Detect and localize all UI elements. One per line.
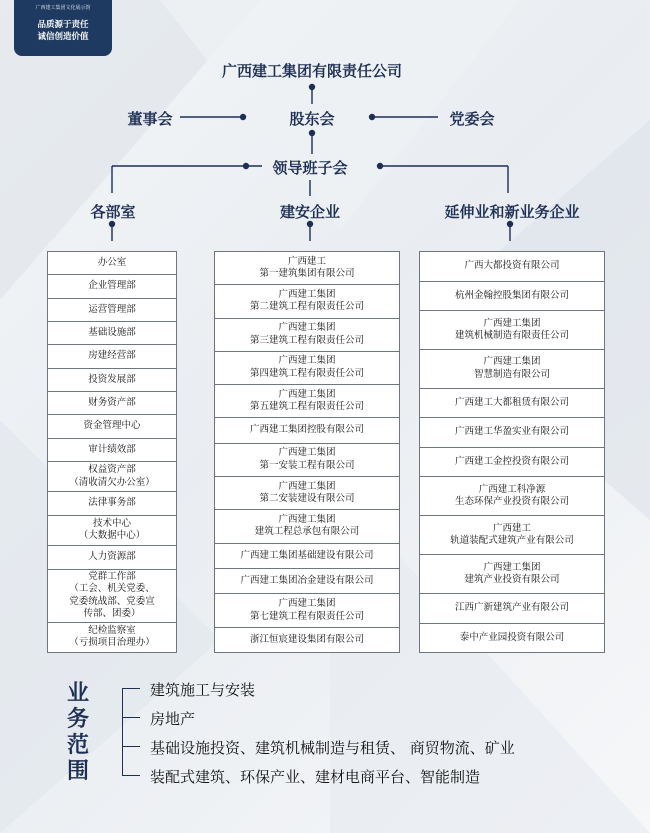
extended-company-cell: 江西广新建筑产业有限公司 (420, 593, 604, 623)
construction-company-cell: 广西建工集团 第一安装工程有限公司 (215, 443, 399, 476)
extended-company-cell: 泰中产业园投资有限公司 (420, 623, 604, 653)
construction-company-cell: 广西建工集团 第二安装建设有限公司 (215, 476, 399, 509)
scope-item: 建筑施工与安装 (150, 681, 256, 699)
extended-business-header: 延伸业和新业务企业 (444, 203, 580, 221)
department-cell: 资金管理中心 (48, 414, 176, 437)
badge-slogan-1: 品质源于责任 (37, 20, 89, 30)
department-cell: 财务资产部 (48, 391, 176, 414)
construction-company-cell: 广西建工集团冶金建设有限公司 (215, 568, 399, 593)
department-cell: 房建经营部 (48, 344, 176, 367)
construction-company-cell: 广西建工集团控股有限公司 (215, 417, 399, 442)
construction-company-cell: 广西建工集团 第五建筑工程有限责任公司 (215, 384, 399, 417)
extended-company-cell: 广西建工集团 建筑产业投资有限公司 (420, 554, 604, 593)
department-cell: 权益资产部 （清收清欠办公室） (48, 461, 176, 491)
scope-tick (122, 688, 140, 689)
scope-title-char: 务 (66, 707, 89, 732)
department-cell: 纪检监察室 （亏损项目治理办） (48, 622, 176, 652)
board-of-directors: 董事会 (127, 110, 173, 128)
scope-title-char: 业 (66, 681, 89, 706)
department-cell: 基础设施部 (48, 321, 176, 344)
departments-list (47, 251, 177, 653)
extended-company-cell: 广西建工 轨道装配式建筑产业有限公司 (420, 515, 604, 554)
shareholders-meeting: 股东会 (289, 110, 335, 128)
department-cell: 法律事务部 (48, 491, 176, 514)
department-cell: 办公室 (97, 256, 127, 268)
scope-item: 装配式建筑、环保产业、建材电商平台、智能制造 (150, 768, 481, 786)
department-cell: 投资发展部 (48, 368, 176, 391)
scope-tick (122, 717, 140, 718)
department-cell: 企业管理部 (48, 274, 176, 297)
scope-title-char: 围 (66, 759, 89, 784)
department-cell: 审计绩效部 (48, 438, 176, 461)
badge-slogan-2: 诚信创造价值 (37, 32, 89, 42)
department-cell: 运营管理部 (48, 298, 176, 321)
construction-header: 建安企业 (279, 203, 340, 221)
extended-company-cell: 杭州金翰控股集团有限公司 (420, 281, 604, 311)
business-scope-title (58, 681, 98, 785)
extended-company-cell: 广西建工大都租赁有限公司 (420, 388, 604, 418)
scope-item: 基础设施投资、建筑机械制造与租赁、 商贸物流、矿业 (150, 739, 515, 757)
scope-bracket (122, 688, 123, 776)
construction-company-cell: 广西建工集团 第七建筑工程有限责任公司 (215, 593, 399, 626)
scope-tick (122, 775, 140, 776)
extended-company-cell: 广西建工集团 建筑机械制造有限责任公司 (420, 310, 604, 349)
scope-item: 房地产 (150, 710, 196, 728)
construction-company-cell: 浙江恒宸建设集团有限公司 (215, 627, 399, 652)
extended-companies-list (419, 251, 605, 653)
construction-companies-list (214, 251, 400, 653)
construction-company-cell: 广西建工集团 第三建筑工程有限责任公司 (215, 318, 399, 351)
extended-company-cell: 广西大都投资有限公司 (464, 260, 560, 272)
department-cell: 技术中心 （大数据中心） (48, 515, 176, 545)
company-title: 广西建工集团有限责任公司 (221, 62, 402, 80)
extended-company-cell: 广西建工科净源 生态环保产业投资有限公司 (420, 476, 604, 515)
extended-company-cell: 广西建工集团 智慧制造有限公司 (420, 349, 604, 388)
construction-company-cell: 广西建工集团 建筑工程总承包有限公司 (215, 509, 399, 542)
departments-header: 各部室 (90, 203, 136, 221)
department-cell: 党群工作部 （工会、机关党委、 党委统战部、党委宣 传部、团委） (48, 569, 176, 622)
construction-company-cell: 广西建工集团 第四建筑工程有限责任公司 (215, 351, 399, 384)
construction-company-cell: 广西建工集团 第二建筑工程有限责任公司 (215, 284, 399, 317)
leadership-meeting: 领导班子会 (272, 159, 348, 177)
scope-tick (122, 746, 140, 747)
scope-title-char: 范 (66, 733, 89, 758)
badge-title: 广西建工集团文化展示馆 (35, 5, 91, 11)
construction-company-cell: 广西建工 第一建筑集团有限公司 (259, 255, 355, 280)
extended-company-cell: 广西建工华盈实业有限公司 (420, 417, 604, 447)
construction-company-cell: 广西建工集团基础建设有限公司 (215, 543, 399, 568)
party-committee: 党委会 (449, 110, 495, 128)
department-cell: 人力资源部 (48, 545, 176, 568)
extended-company-cell: 广西建工金控投资有限公司 (420, 447, 604, 477)
